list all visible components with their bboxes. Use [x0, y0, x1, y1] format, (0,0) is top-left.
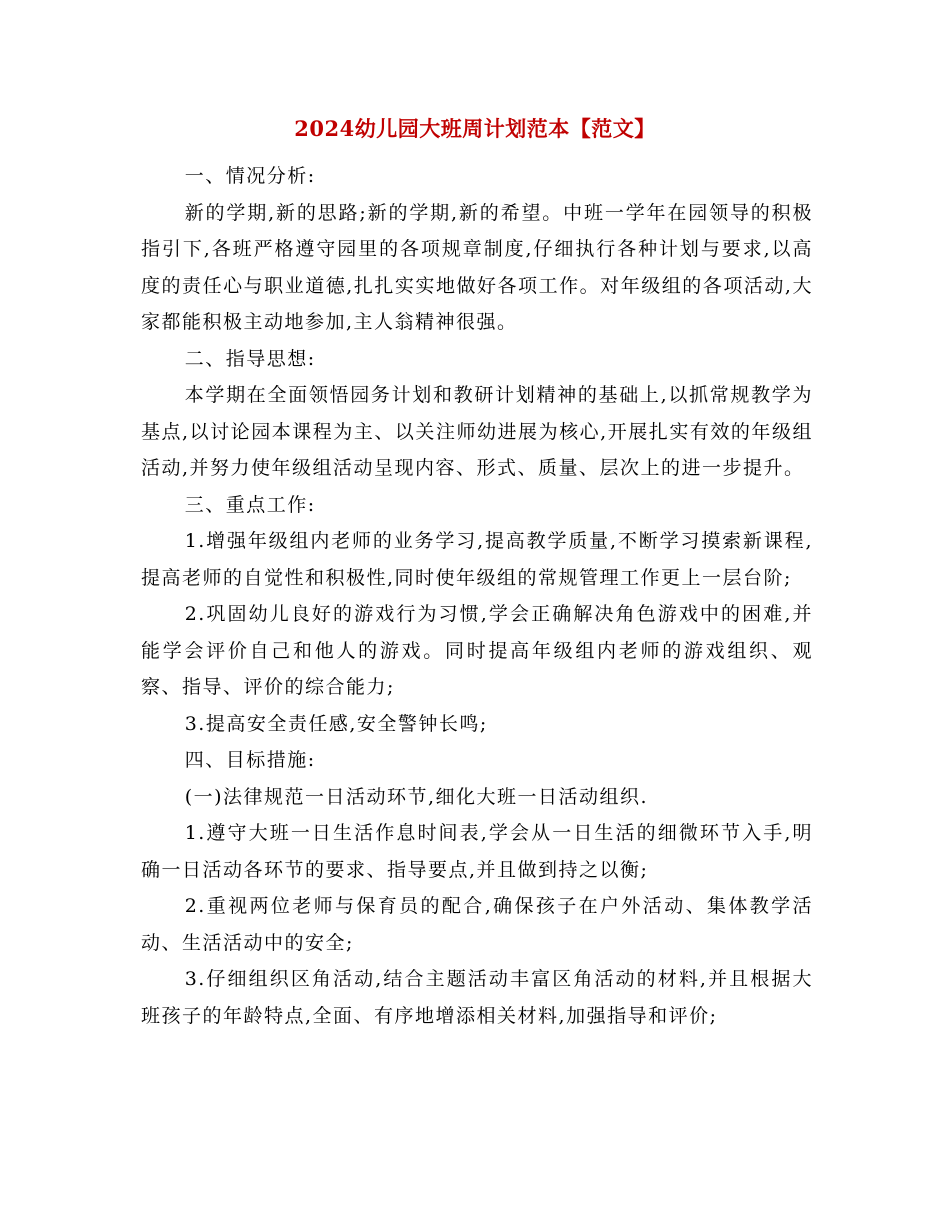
heading-key-work: 三、重点工作:: [184, 493, 316, 516]
paragraph-guiding-ideology: 本学期在全面领悟园务计划和教研计划精神的基础上,以抓常规教学为基点,以讨论园本课程为主、以关注师幼进展为核心,开展扎实有效的年级组活动,并努力使年级组活动呈现内容、形式、质量、层次上的进一步提升。: [141, 384, 813, 479]
heading-situation-analysis: 一、情况分析:: [184, 165, 316, 187]
document-body: [141, 158, 813, 1034]
subheading-daily-activities: (一)法律规范一日活动环节,细化大班一日活动组织.: [184, 785, 649, 808]
paragraph-key-work-2: 2.巩固幼儿良好的游戏行为习惯,学会正确解决角色游戏中的困难,并能学会评价自己和他人的游戏。同时提高年级组内老师的游戏组织、观察、指导、评价的综合能力;: [141, 603, 813, 698]
heading-goal-measures: 四、目标措施:: [184, 749, 316, 771]
paragraph-measure-1: 1.遵守大班一日生活作息时间表,学会从一日生活的细微环节入手,明确一日活动各环节的要求、指导要点,并且做到持之以衡;: [141, 822, 813, 881]
paragraph-measure-3: 3.仔细组织区角活动,结合主题活动丰富区角活动的材料,并且根据大班孩子的年龄特点,全面、有序地增添相关材料,加强指导和评价;: [141, 968, 813, 1027]
paragraph-measure-2: 2.重视两位老师与保育员的配合,确保孩子在户外活动、集体教学活动、生活活动中的安全;: [141, 895, 813, 954]
paragraph-key-work-3: 3.提高安全责任感,安全警钟长鸣;: [184, 712, 488, 735]
document-title: 2024幼儿园大班周计划范本【范文】: [294, 116, 656, 141]
paragraph-situation-analysis: 新的学期,新的思路;新的学期,新的希望。中班一学年在园领导的积极指引下,各班严格遵守园里的各项规章制度,仔细执行各种计划与要求,以高度的责任心与职业道德,扎扎实实地做好各项工作。对年级组的各项活动,大家都能积极主动地参加,主人翁精神很强。: [141, 201, 813, 333]
paragraph-key-work-1: 1.增强年级组内老师的业务学习,提高教学质量,不断学习摸索新课程,提高老师的自觉性和积极性,同时使年级组的常规管理工作更上一层台阶;: [141, 530, 813, 589]
heading-guiding-ideology: 二、指导思想:: [184, 347, 316, 370]
